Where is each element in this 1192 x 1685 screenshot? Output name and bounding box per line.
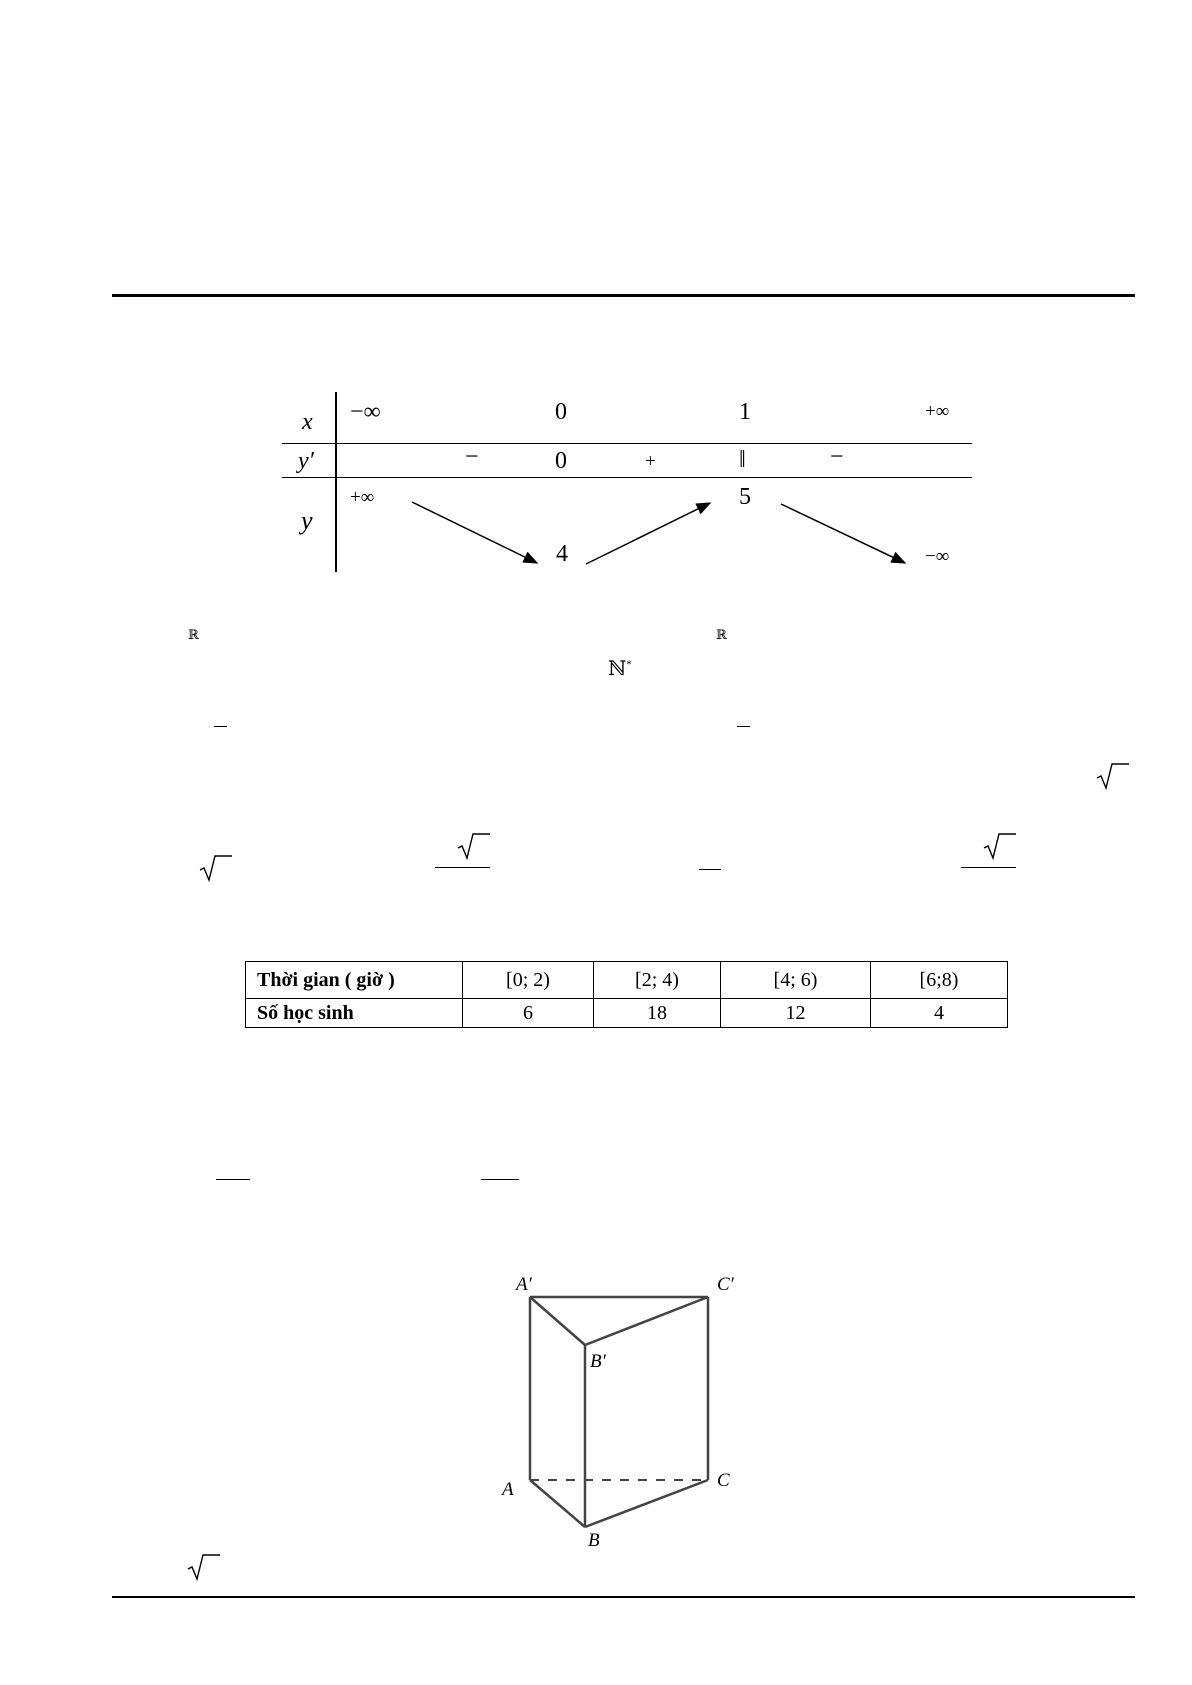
arrow-increase [586, 503, 710, 564]
vertex-c-prime: C′ [717, 1274, 734, 1295]
edge-ab [530, 1480, 585, 1527]
yprime-sign-1: − [465, 444, 479, 470]
y-value-min: 4 [556, 541, 568, 567]
prism-diagram [490, 1270, 750, 1550]
vertex-b: B [588, 1530, 600, 1550]
y-label: y [301, 506, 313, 535]
yprime-label: y′ [298, 448, 314, 474]
sqrt-icon-4 [982, 832, 1018, 862]
count-cell: 6 [463, 999, 594, 1028]
interval-cell: [2; 4) [594, 962, 721, 999]
vertex-b-prime: B′ [590, 1351, 606, 1372]
fraction-bar-1 [435, 867, 490, 868]
interval-cell: [6;8) [871, 962, 1008, 999]
fraction-bar-3 [961, 867, 1016, 868]
edge-bc [585, 1480, 708, 1527]
count-cell: 18 [594, 999, 721, 1028]
interval-cell: [4; 6) [721, 962, 871, 999]
students-header: Số học sinh [246, 999, 463, 1028]
arrow-decrease-1 [412, 502, 537, 563]
x-value-pos-inf: +∞ [925, 401, 950, 422]
count-cell: 12 [721, 999, 871, 1028]
table-row [246, 962, 1008, 999]
vertex-a: A [502, 1479, 514, 1500]
x-value-1: 1 [739, 399, 751, 425]
reals-symbol-2: ℝ [716, 627, 727, 642]
naturals-symbol: ℕ* [608, 658, 632, 680]
vertex-a-prime: A′ [516, 1274, 532, 1295]
y-value-max: 5 [739, 484, 751, 510]
interval-cell: [0; 2) [463, 962, 594, 999]
sqrt-icon-3 [456, 832, 492, 862]
minus-bar-1 [214, 726, 227, 727]
count-cell: 4 [871, 999, 1008, 1028]
sqrt-icon-5 [186, 1553, 222, 1583]
y-value-neg-inf: −∞ [925, 546, 950, 567]
vertex-c: C [717, 1470, 730, 1491]
arrow-decrease-2 [781, 504, 905, 563]
x-value-0: 0 [555, 399, 567, 425]
yprime-sign-2: + [645, 451, 656, 472]
variation-arrows [280, 392, 980, 572]
sqrt-icon-2 [198, 854, 234, 884]
fraction-bar-2 [699, 869, 721, 870]
sqrt-icon-1 [1095, 762, 1131, 792]
x-value-neg-inf: −∞ [350, 399, 381, 425]
fraction-bar-4 [216, 1179, 250, 1180]
yprime-zero: 0 [555, 448, 567, 474]
fraction-bar-5 [481, 1179, 519, 1180]
edge-b1c1 [585, 1297, 708, 1345]
frequency-table [245, 961, 1008, 1028]
yprime-sign-3: − [830, 444, 844, 470]
table-row [246, 999, 1008, 1028]
minus-bar-2 [737, 726, 750, 727]
time-header: Thời gian ( giờ ) [246, 962, 463, 999]
yprime-undefined: ‖ [739, 447, 746, 473]
edge-a1b1 [530, 1297, 585, 1345]
footer-rule [112, 1596, 1135, 1598]
x-label: x [302, 409, 313, 435]
header-rule [112, 294, 1135, 297]
reals-symbol-1: ℝ [188, 627, 199, 642]
variation-table [280, 392, 980, 572]
y-value-pos-inf: +∞ [350, 487, 375, 508]
